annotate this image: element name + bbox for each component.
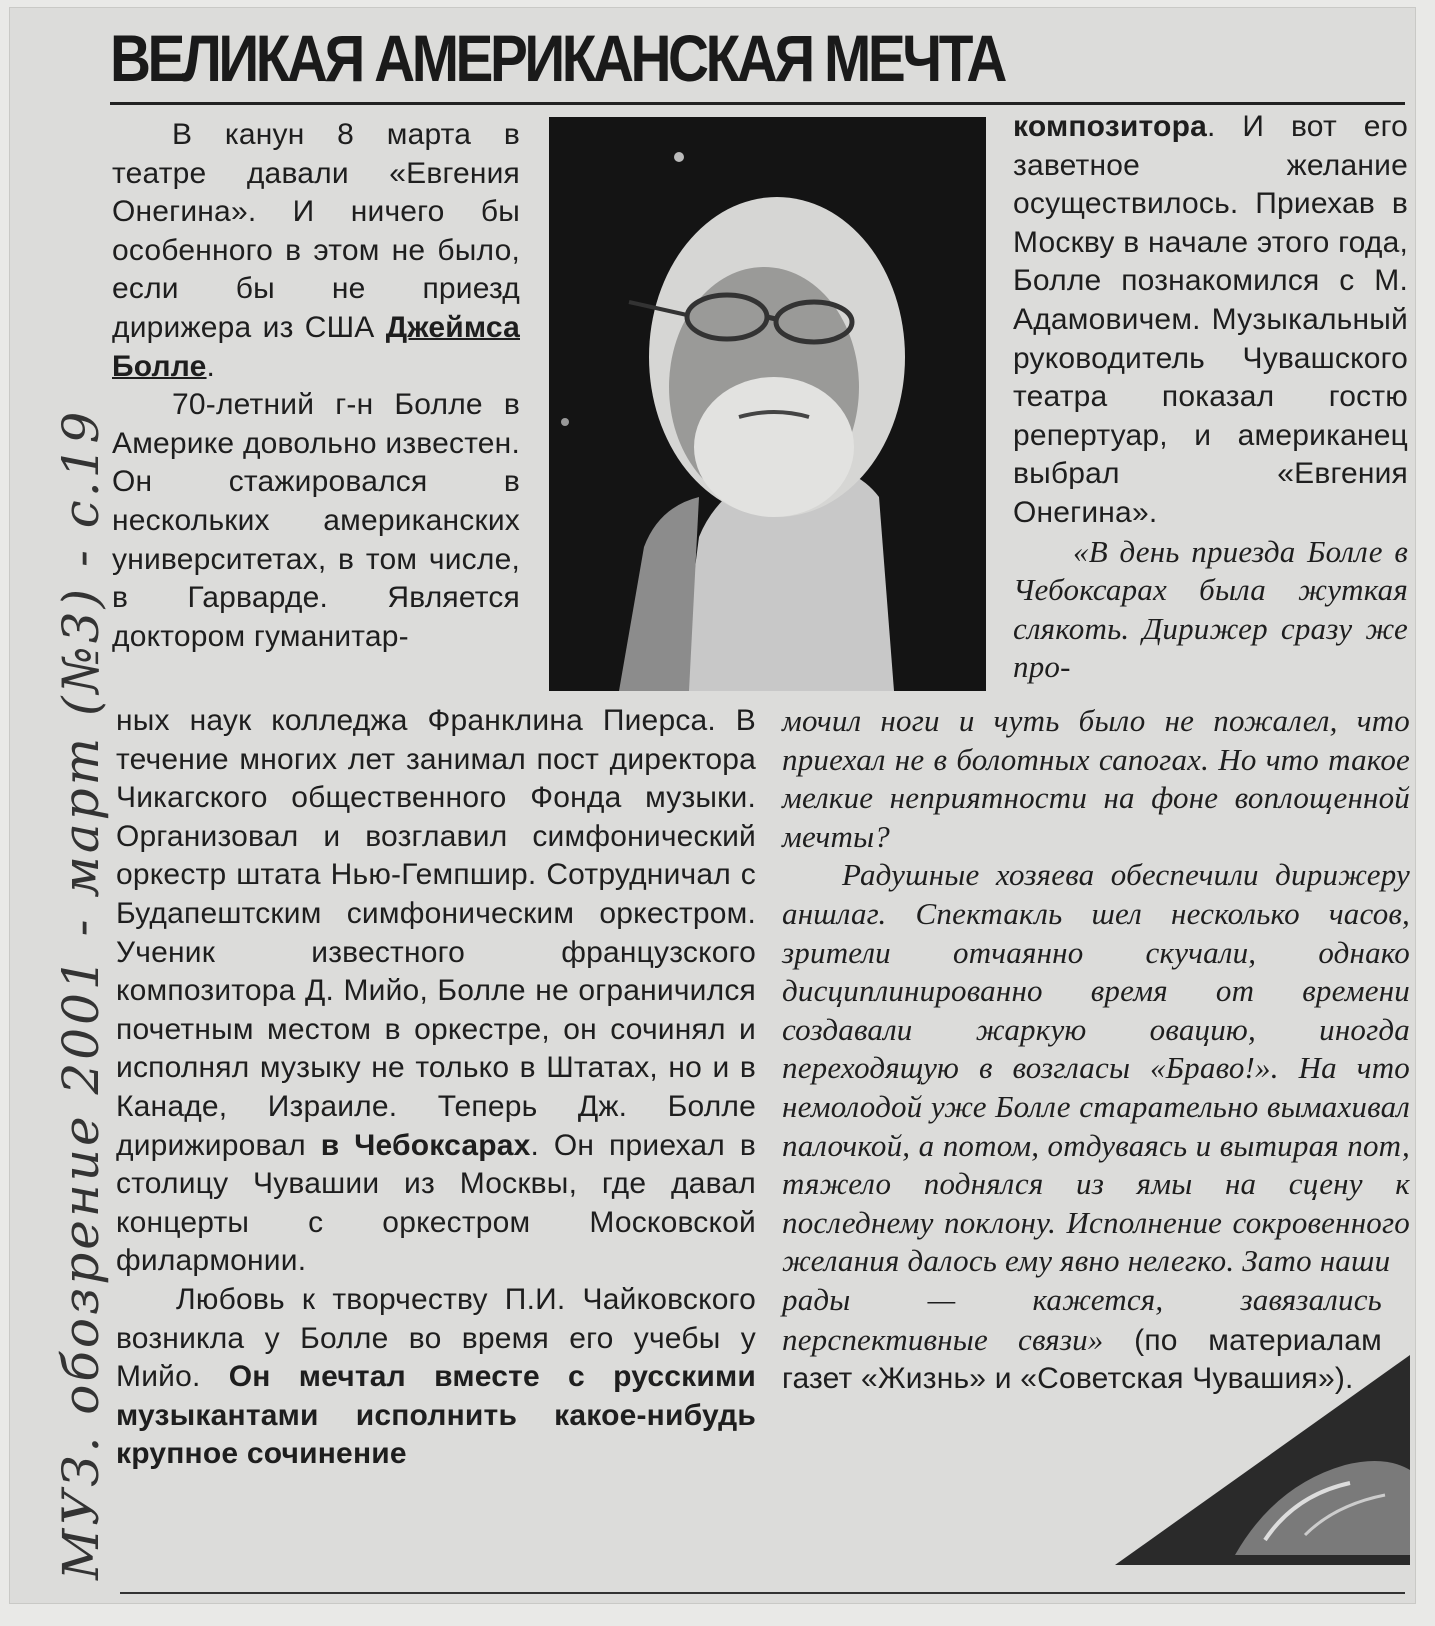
conductor-name: Джеймса Болле — [112, 310, 520, 383]
career-text: ных наук колледжа Франклина Пиерса. В течение многих лет занимал пост директора Чикагского общественного Фонда музыки. Организовал и возглавил симфонический оркестр штата Нью-Гемпшир. Сотрудничал с Будапештским симфоническим оркестром. Ученик известного французского композитора Д. Мийо, Болле не ограничился почетным местом в оркестре, он сочинял и исполнял музыку не только в Штатах, но и в Канаде, Израиле. Теперь Дж. Болле дирижировал — [116, 704, 756, 1162]
corner-illustration — [1115, 1355, 1410, 1565]
career-end: . Он приехал в столицу Чувашии из Москвы, где давал концерты с оркестром Московской филармонии. — [116, 1128, 756, 1278]
paragraph-performance: Радушные хозяева обеспечили дирижеру аншлаг. Спектакль шел несколько часов, зрители отчаянно скучали, однако дисциплинированно время от времени создавали жаркую овацию, иногда переходящую в возгласы «Браво!». На что немолодой уже Болле старательно вымахивал палочкой, а потом, отдуваясь и вытирая пот, тяжело поднялся из ямы на сцену к последнему поклону. Исполнение сокровенного желания далось ему явно нелегко. Зато наши — [782, 857, 1410, 1279]
hand-illustration — [1115, 1355, 1410, 1565]
dream-text: Он мечтал вместе с русскими музыкантами исполнить какое-нибудь крупное сочинение — [116, 1360, 757, 1471]
conclusion-quote: рады — кажется, завязались перспективные связи» — [782, 1281, 1382, 1357]
paragraph-tchaikovsky — [116, 1281, 756, 1474]
column-left-bottom — [116, 702, 756, 1474]
handwritten-note: МУЗ. обозрение 2001 - март (№3) - с.19 — [52, 408, 110, 1580]
portrait-illustration — [549, 117, 986, 691]
source-credit: (по материалам газет «Жизнь» и «Советская Чувашия»). — [782, 1323, 1382, 1396]
headline: ВЕЛИКАЯ АМЕРИКАНСКАЯ МЕЧТА — [110, 21, 1004, 95]
paragraph-wish — [1013, 108, 1408, 533]
bottom-rule — [120, 1592, 1405, 1594]
intro-text: В канун 8 марта в театре давали «Евгения Онегина». И ничего бы особенного в этом не было, если бы не приезд дирижера из США — [112, 118, 520, 344]
headline-rule — [110, 102, 1405, 105]
paragraph-biography-start: 70-летний г-н Болле в Америке довольно известен. Он стажировался в нескольких американских университетах, в том числе, в Гарварде. Является доктором гуманитар- — [112, 388, 520, 653]
tchaikovsky-text: Любовь к творчеству П.И. Чайковского возникла у Болле во время его учебы у Мийо. — [116, 1282, 756, 1394]
column-left-top — [112, 116, 520, 656]
conductor-photo — [549, 117, 986, 691]
paragraph-career — [116, 702, 756, 1281]
column-right-top — [1013, 108, 1408, 687]
city-name: в Чебоксарах — [320, 1128, 531, 1162]
paragraph-quote-start: «В день приезда Болле в Чебоксарах была жуткая слякоть. Дирижер сразу же про- — [1013, 533, 1408, 685]
composer-word: композитора — [1013, 110, 1207, 143]
column-right-bottom — [782, 702, 1410, 1399]
paragraph-intro — [112, 116, 520, 386]
wish-text: . И вот его заветное желание осуществилось. Приехав в Москву в начале этого года, Болле познакомился с М. Адамовичем. Музыкальный руководитель Чувашского театра показал гостю репертуар, и американец выбрал «Евгения Онегина». — [1013, 110, 1408, 529]
intro-end: . — [206, 349, 216, 383]
paragraph-quote-middle: мочил ноги и чуть было не пожалел, что приехал не в болотных сапогах. Но что такое мелкие неприятности на фоне воплощенной мечты? — [782, 703, 1410, 854]
